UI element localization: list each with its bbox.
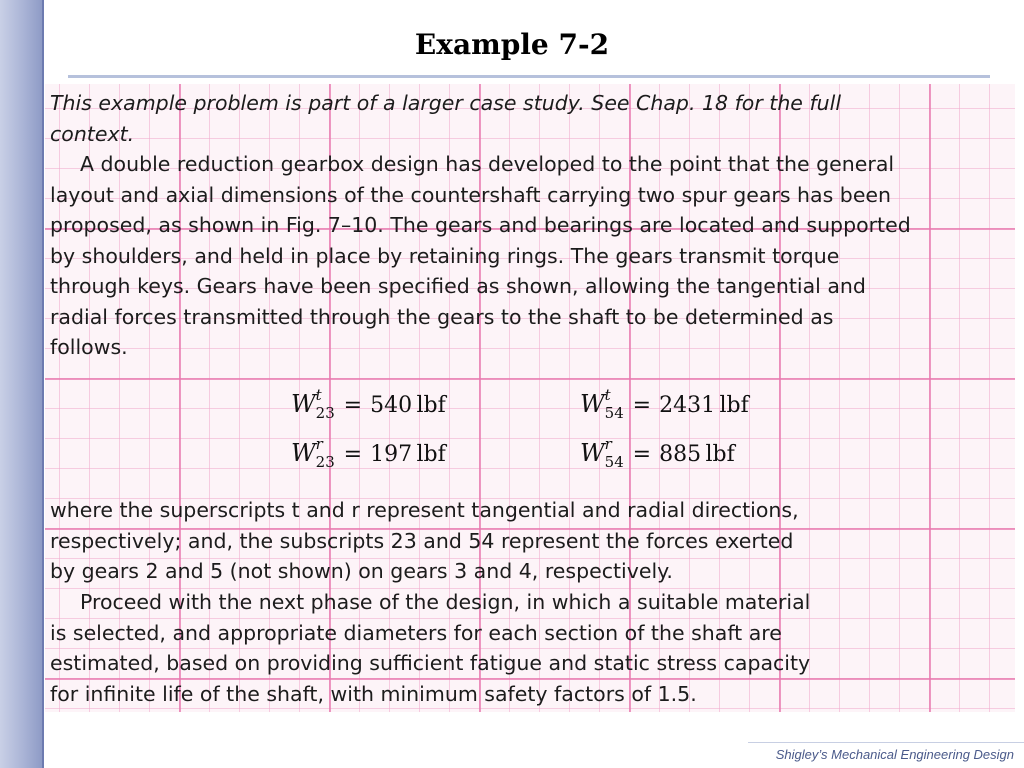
slide-side-bar — [0, 0, 42, 768]
equation-unit: lbf — [705, 442, 735, 467]
equation-operator: = — [343, 393, 363, 418]
equation-superscript: t — [604, 386, 611, 404]
equation-w-t-54 — [580, 386, 749, 422]
equation-operator: = — [343, 442, 363, 467]
equation-value: 197 — [370, 442, 413, 467]
problem-paragraph-1 — [50, 149, 1012, 363]
equation-w-r-54 — [580, 435, 735, 471]
equation-subscript: 54 — [604, 453, 624, 471]
equation-superscript: r — [604, 435, 612, 453]
title-underline — [68, 75, 990, 78]
equation-value: 885 — [659, 442, 702, 467]
footer-rule — [748, 742, 1024, 743]
where-paragraph: where the superscripts t and r represent tangential and radial directions, respectively; and, the subscripts 23 and 54 represent the forces exerted by gears 2 and 5 (not shown) on gears 3 and 4, respectively. — [50, 498, 799, 583]
equation-subscript: 54 — [604, 404, 624, 422]
equation-unit: lbf — [416, 442, 446, 467]
equation-superscript: r — [315, 435, 323, 453]
equation-operator: = — [632, 393, 652, 418]
equation-unit: lbf — [416, 393, 446, 418]
problem-text-box — [45, 84, 1015, 712]
problem-paragraph-1-text: A double reduction gearbox design has developed to the point that the general layout and axial dimensions of the countershaft carrying two spur gears has been proposed, as shown in Fig. 7–10. The gears and bearings are located and supported by shoulders, and held in place by retaining rings. The gears transmit torque through keys. Gears have been specified as shown, allowing the tangential and radial forces transmitted through the gears to the shaft to be determined as follows. — [50, 152, 911, 359]
equation-subscript: 23 — [315, 453, 335, 471]
equation-superscript: t — [315, 386, 322, 404]
equation-symbol: W — [580, 439, 605, 467]
equation-symbol: W — [580, 390, 605, 418]
equation-operator: = — [632, 442, 652, 467]
problem-paragraph-2-text: Proceed with the next phase of the design, in which a suitable material is selected, and appropriate diameters for each section of the shaft are estimated, based on providing sufficient fatigue and static stress capacity for infinite life of the shaft, with minimum safety factors of 1.5. — [50, 590, 811, 706]
equation-symbol: W — [291, 439, 316, 467]
footer-text: Shigley’s Mechanical Engineering Design — [775, 747, 1014, 762]
equation-w-t-23 — [291, 386, 446, 422]
equation-value: 2431 — [659, 393, 716, 418]
equation-value: 540 — [370, 393, 413, 418]
equation-subscript: 23 — [315, 404, 335, 422]
slide-title: Example 7-2 — [414, 28, 610, 61]
equation-w-r-23 — [291, 435, 446, 471]
equation-unit: lbf — [719, 393, 749, 418]
equation-symbol: W — [291, 390, 316, 418]
problem-paragraph-2 — [50, 587, 1012, 709]
intro-paragraph: This example problem is part of a larger case study. See Chap. 18 for the full context. — [50, 91, 842, 146]
